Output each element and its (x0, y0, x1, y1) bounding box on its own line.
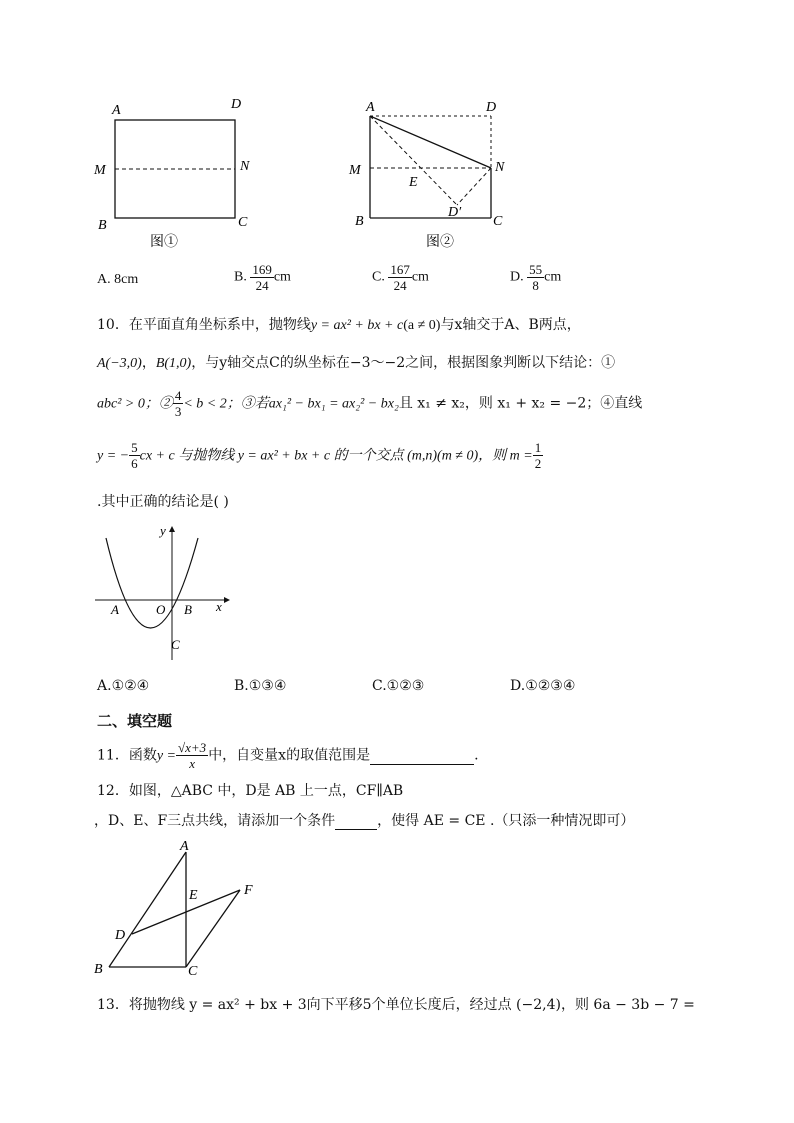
fig1-label-m: M (94, 163, 106, 178)
option-letter: D. (510, 269, 524, 285)
answer-blank[interactable] (370, 748, 474, 765)
fig-label-a: A (180, 839, 189, 854)
q10-conclusion-1: abc² > 0；② (97, 396, 173, 412)
fraction-numerator: 5 (131, 440, 138, 455)
fig2-label-n: N (495, 160, 505, 175)
option-letter: C. (372, 269, 385, 285)
q10-equation: y = ax² + bx + c (310, 318, 404, 333)
q13: 13．将抛物线 y = ax² + bx + 3向下平移5个单位长度后，经过点 (−2,4)，则 6a − 3b − 7 = (97, 997, 695, 1013)
q10-option-c (372, 678, 424, 694)
fraction-numerator: 4 (174, 388, 182, 403)
q10-condition: (a ≠ 0) (403, 318, 441, 333)
graph-label-c: C (171, 637, 180, 652)
point-b: B(1,0) (155, 356, 192, 371)
fraction-numerator: √x+3 (178, 740, 207, 755)
q10-question: .其中正确的结论是( ) (97, 494, 229, 510)
fig2-line-nd-prime (457, 168, 491, 205)
q10-text: 与x轴交于A、B两点， (440, 317, 581, 333)
q9-option-b (234, 262, 291, 293)
fig2-caption: 图② (426, 235, 454, 250)
graph-label-y: y (160, 523, 166, 538)
q10-line-3 (97, 388, 642, 419)
fraction-numerator: 55 (529, 262, 543, 277)
fig2-line-ad-prime (370, 116, 457, 205)
fraction-numerator: 1 (534, 440, 542, 455)
option-unit: cm (273, 269, 291, 285)
fig2-label-d-prime: D′ (448, 205, 462, 220)
fig1-caption: 图① (150, 235, 178, 250)
q10-line-4 (97, 440, 543, 471)
graph-label-o: O (156, 602, 166, 617)
option-text: ①③④ (248, 678, 287, 694)
fig2-line-an (370, 116, 491, 168)
fig-label-d: D (115, 928, 126, 943)
option-letter: A. (97, 678, 112, 694)
section-heading: 二、填空题 (97, 712, 173, 730)
fig2-label-e: E (409, 175, 418, 190)
option-unit: cm (544, 269, 562, 285)
q10-conclusion-2: < b < 2；③若 (183, 396, 269, 412)
q9-option-a (97, 272, 138, 288)
q9-option-c (372, 262, 429, 293)
option-text: ①②④ (111, 678, 150, 694)
q10-option-d (510, 678, 575, 694)
q10-text: 10．在平面直角坐标系中，抛物线 (97, 317, 311, 333)
option-letter: C. (372, 678, 387, 694)
option-unit: cm (411, 269, 429, 285)
q12-text: ，D、E、F三点共线，请添加一个条件 (94, 813, 336, 829)
q12-triangle-figure (88, 836, 263, 981)
q10-conclusion-3: ax₁² − bx₁ = ax₂² − bx₂ (268, 396, 399, 412)
q12-line-2 (94, 810, 634, 830)
q12-text: ，使得 AE = CE .（只添一种情况即可） (377, 813, 635, 829)
q10-line-2: A(−3,0)，B(1,0)，与y轴交点C的纵坐标在−3～−2之间，根据图象判断以下结论：① (97, 355, 616, 371)
fraction-denominator: 3 (174, 404, 182, 419)
fig2-label-c: C (493, 214, 503, 229)
fraction-denominator: 8 (532, 278, 539, 293)
q11 (97, 740, 479, 771)
q11-text: 中，自变量x的取值范围是 (208, 747, 371, 764)
fraction-denominator: 2 (534, 456, 542, 471)
fig1-label-b: B (98, 218, 107, 233)
figure-2 (345, 92, 525, 252)
q11-text: 11．函数 (97, 747, 157, 764)
q9-option-d (510, 262, 561, 293)
q10-parabola-graph (92, 518, 237, 663)
fig2-label-b: B (355, 214, 364, 229)
fig2-label-m: M (349, 163, 361, 178)
x-axis-arrow (224, 597, 230, 603)
fraction-denominator: 24 (255, 278, 269, 293)
fig-label-e: E (189, 888, 198, 903)
option-text: ①②③ (386, 678, 425, 694)
q10-conclusion-4: cx + c 与抛物线 y = ax² + bx + c 的一个交点 (m,n)(m ≠ 0)，则 m = (139, 448, 533, 464)
graph-label-b: B (184, 602, 192, 617)
fig-label-b: B (94, 962, 103, 977)
graph-label-x: x (216, 599, 222, 614)
fraction-numerator: 169 (252, 262, 272, 277)
option-letter: B. (234, 678, 249, 694)
fraction-denominator: 6 (131, 456, 138, 471)
fig1-label-a: A (112, 103, 121, 118)
q10-conclusion-3b: 且 x₁ ≠ x₂，则 x₁ + x₂ = −2；④直线 (398, 395, 643, 412)
y-axis-arrow (169, 526, 175, 532)
fig1-label-d: D (231, 97, 242, 112)
fig-label-c: C (188, 964, 198, 979)
answer-blank[interactable] (335, 813, 377, 830)
option-letter: D. (510, 678, 526, 694)
q10-line-1 (97, 314, 581, 334)
q10-option-b (234, 678, 286, 694)
q12-line-1: 12．如图，△ABC 中，D是 AB 上一点，CF∥AB (97, 783, 404, 799)
q10-text: ，与y轴交点C的纵坐标在−3～−2之间，根据图象判断以下结论：① (191, 355, 616, 371)
option-text: ①②③④ (525, 678, 576, 694)
fig1-label-n: N (240, 159, 250, 174)
fig-label-f: F (244, 883, 253, 898)
fraction-numerator: 167 (390, 262, 410, 277)
figure-1 (90, 92, 260, 252)
point-a: A(−3,0) (97, 356, 142, 371)
option-text: 8cm (114, 272, 139, 287)
option-letter: B. (234, 269, 247, 285)
q10-line-eq: y = − (97, 448, 130, 464)
q11-function: y = (156, 748, 176, 764)
fig1-label-c: C (238, 215, 248, 230)
q11-end: . (474, 747, 479, 764)
option-letter: A. (97, 272, 111, 287)
fig2-label-a: A (366, 100, 375, 115)
fraction-denominator: 24 (393, 278, 407, 293)
fraction-denominator: x (189, 756, 195, 771)
side-ab (109, 852, 186, 967)
fig2-label-d: D (486, 100, 497, 115)
graph-label-a: A (111, 602, 119, 617)
q10-option-a (97, 678, 149, 694)
